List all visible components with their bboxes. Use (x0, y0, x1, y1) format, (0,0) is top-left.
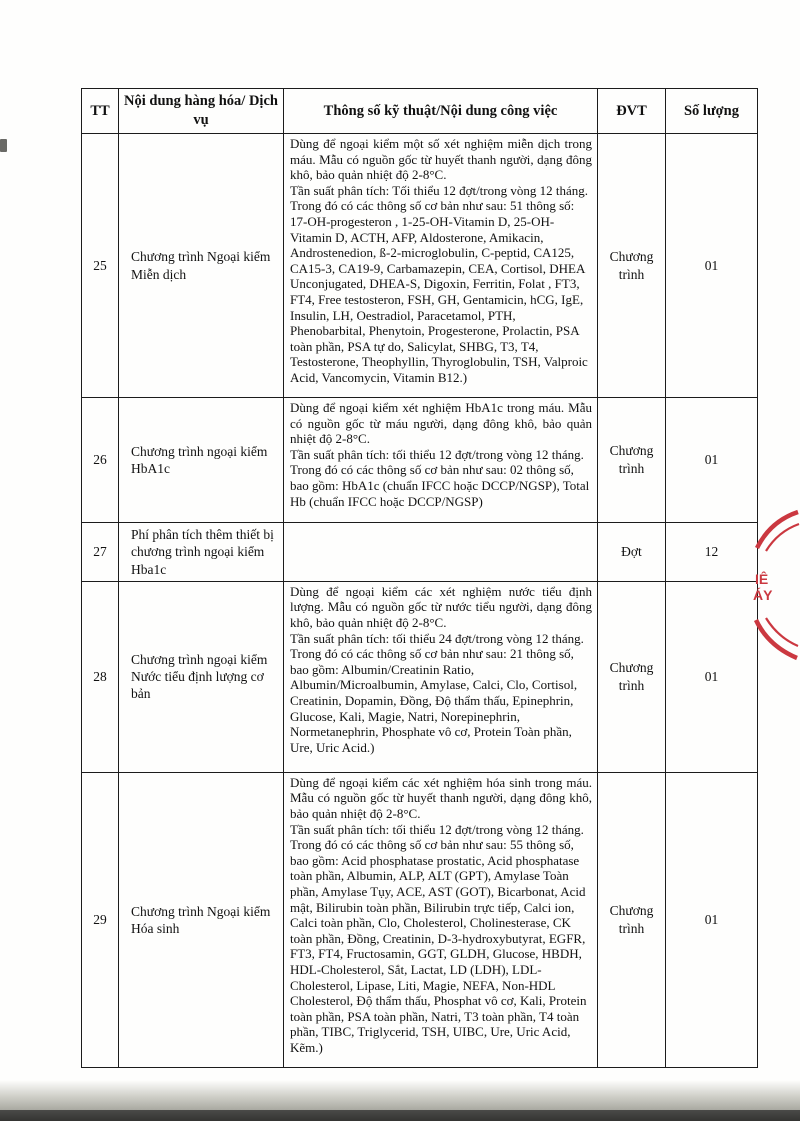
spec-paragraph: Tần suất phân tích: tối thiểu 24 đợt/trong vòng 12 tháng. (290, 630, 584, 646)
item-name: Phí phân tích thêm thiết bị chương trình ngoại kiểm Hba1c (119, 523, 284, 582)
quantity-cell: 12 (666, 523, 758, 582)
stamp-text-fragment-1: IÊ (755, 571, 769, 587)
row-number: 29 (82, 772, 119, 1067)
quantity-cell: 01 (666, 581, 758, 772)
item-spec (284, 134, 598, 398)
table-row (82, 398, 758, 523)
spec-paragraph: Trong đó có các thông số cơ bản như sau: 21 thông số, bao gồm: Albumin/Creatinin Ratio, Albumin/Microalbumin, Amylase, Calci, Clo, Cortisol, Creatinin, Dopamin, Đồng, Độ thẩm thấu, Epinephrin, Glucose, Kali, Magie, Natri, Norepinephrin, Normetanephrin, Phosphate vô cơ, Protein Toàn phần, Ure, Uric Acid.) (290, 646, 578, 755)
spec-paragraph: Trong đó có các thông số cơ bản như sau: 02 thông số, bao gồm: HbA1c (chuẩn IFCC hoặc DCCP/NGSP), Total Hb (chuẩn IFCC hoặc DCCP/NGSP) (290, 462, 590, 509)
table-row (82, 523, 758, 582)
spec-paragraph: Dùng để ngoại kiểm xét nghiệm HbA1c trong máu. Mẫu có nguồn gốc từ máu người, dạng đông khô, bảo quản nhiệt độ 2-8°C. (290, 400, 592, 447)
spec-paragraph: Dùng để ngoại kiểm một số xét nghiệm miễn dịch trong máu. Mẫu có nguồn gốc từ huyết thanh người, dạng đông khô, bảo quản nhiệt độ 2-8°C. (290, 136, 592, 183)
procurement-items-table (81, 88, 758, 1068)
quantity-cell: 01 (666, 134, 758, 398)
table-row (82, 134, 758, 398)
unit-cell: Đợt (598, 523, 666, 582)
row-number: 28 (82, 581, 119, 772)
item-spec (284, 398, 598, 523)
red-seal-stamp-fragment-icon (752, 508, 800, 668)
item-spec (284, 581, 598, 772)
spec-paragraph: Dùng để ngoại kiểm các xét nghiệm nước tiểu định lượng. Mẫu có nguồn gốc từ nước tiểu người, dạng đông khô, bảo quản nhiệt độ 2-8°C. (290, 583, 592, 630)
unit-cell: Chương trình (598, 134, 666, 398)
header-cell-qty: Số lượng (666, 89, 758, 134)
unit-cell: Chương trình (598, 581, 666, 772)
table-row (82, 581, 758, 772)
table-header-row (82, 89, 758, 134)
row-number: 25 (82, 134, 119, 398)
spec-paragraph: Tần suất phân tích: tối thiểu 12 đợt/trong vòng 12 tháng. (290, 821, 584, 837)
spec-paragraph: Tần suất phân tích: tối thiểu 12 đợt/trong vòng 12 tháng. (290, 446, 584, 462)
scan-artifact-shadow-band (0, 1080, 800, 1110)
header-cell-item: Nội dung hàng hóa/ Dịch vụ (119, 89, 284, 134)
item-spec-empty (284, 523, 598, 582)
stamp-text-fragment-2: ÁY (753, 587, 773, 603)
row-number: 27 (82, 523, 119, 582)
quantity-cell: 01 (666, 772, 758, 1067)
scan-artifact-speck (0, 139, 7, 152)
quantity-cell: 01 (666, 398, 758, 523)
table-row (82, 772, 758, 1067)
header-cell-tt: TT (82, 89, 119, 134)
unit-cell: Chương trình (598, 398, 666, 523)
item-name: Chương trình ngoại kiểm Nước tiểu định lượng cơ bản (119, 581, 284, 772)
scan-artifact-dark-edge (0, 1110, 800, 1121)
item-name: Chương trình Ngoại kiểm Miễn dịch (119, 134, 284, 398)
item-spec (284, 772, 598, 1067)
spec-paragraph: Dùng để ngoại kiểm các xét nghiệm hóa sinh trong máu. Mẫu có nguồn gốc từ huyết thanh người, dạng đông khô, bảo quản nhiệt độ 2-8°C. (290, 774, 592, 821)
item-name: Chương trình Ngoại kiểm Hóa sinh (119, 772, 284, 1067)
spec-paragraph: Trong đó có các thông số cơ bản như sau: 51 thông số: 17-OH-progesteron , 1-25-OH-Vitamin D, 25-OH-Vitamin D, ACTH, AFP, Aldosterone, Amikacin, Androstenedion, ß-2-microglobulin, C-peptid, CA125, CA15-3, CA19-9, Carbamazepin, CEA, Cortisol, DHEA Unconjugated, DHEA-S, Digoxin, Ferritin, Folat , FT3, FT4, Free testosteron, FSH, GH, Gentamicin, hCG, IgE, Insulin, LH, Oestradiol, Paracetamol, PTH, Phenobarbital, Phenytoin, Progesterone, Prolactin, PSA toàn phần, PSA tự do, Salicylat, SHBG, T3, T4, Testosterone, Theophyllin, Thyroglobulin, TSH, Valproic Acid, Vancomycin, Vitamin B12.) (290, 198, 588, 385)
spec-paragraph: Tần suất phân tích: Tối thiểu 12 đợt/trong vòng 12 tháng. (290, 182, 589, 198)
header-cell-spec: Thông số kỹ thuật/Nội dung công việc (284, 89, 598, 134)
row-number: 26 (82, 398, 119, 523)
unit-cell: Chương trình (598, 772, 666, 1067)
spec-paragraph: Trong đó có các thông số cơ bản như sau: 55 thông số, bao gồm: Acid phosphatase prostatic, Acid phosphatase toàn phần, Albumin, ALP, ALT (GPT), Amylase Toàn phần, Amylase Tụy, ACE, AST (GOT), Bicarbonat, Acid mật, Bilirubin toàn phần, Bilirubin trực tiếp, Calci ion, Calci toàn phần, Clo, Cholesterol, Cholinesterase, CK toàn phần, Đồng, Creatinin, D-3-hydroxybutyrat, EGFR, FT3, FT4, Fructosamin, GGT, GLDH, Glucose, HBDH, HDL-Cholesterol, Sắt, Lactat, LD (LDH), LDL-Cholesterol, Lipase, Liti, Magie, NEFA, Non-HDL Cholesterol, Độ thẩm thấu, Phosphat vô cơ, Kali, Protein toàn phần, PSA toàn phần, Natri, T3 toàn phần, T4 toàn phần, TIBC, Triglycerid, TSH, UIBC, Ure, Uric Acid, Kẽm.) (290, 837, 587, 1055)
header-cell-unit: ĐVT (598, 89, 666, 134)
item-name: Chương trình ngoại kiểm HbA1c (119, 398, 284, 523)
